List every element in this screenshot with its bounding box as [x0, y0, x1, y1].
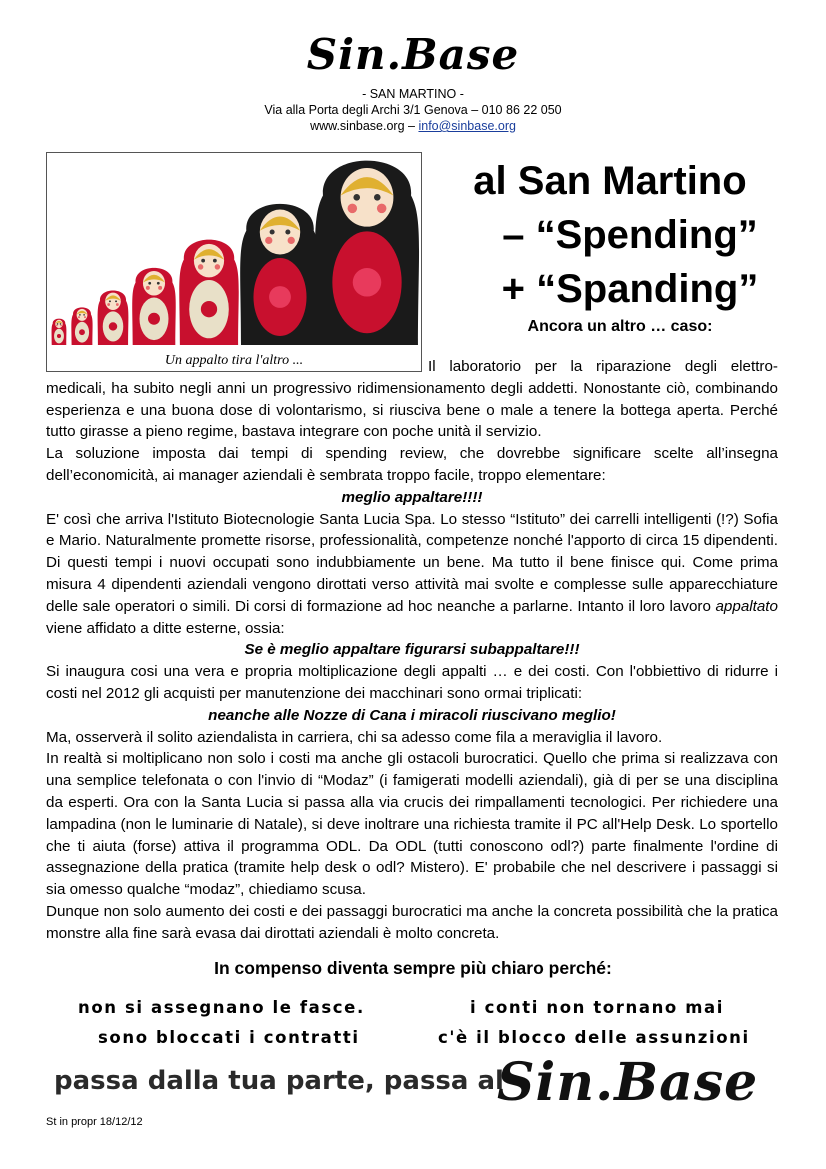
slogan-3: sono bloccati i contratti	[98, 1028, 360, 1047]
matryoshka-doll	[315, 161, 419, 345]
matryoshka-doll	[71, 307, 92, 345]
emphasis-2: Se è meglio appaltare figurarsi subappaltare!!!	[244, 641, 580, 659]
headline-line-1: al San Martino	[473, 159, 747, 203]
paragraph-4: Si inaugura cosi una vera e propria moltiplicazione degli appalti … e dei costi. Con l'obbiettivo di ridurre i costi nel 2012 gli acquisti per manutenzione dei macchinari sono ormai triplicati:	[46, 663, 778, 702]
matryoshka-doll	[98, 290, 129, 345]
matryoshka-doll	[52, 319, 67, 345]
emphasis-3: neanche alle Nozze di Cana i miracoli riuscivano meglio!	[208, 706, 616, 724]
slogan-1: non si assegnano le fasce.	[78, 998, 365, 1017]
matryoshka-doll	[179, 240, 238, 345]
paragraph-5: Ma, osserverà il solito aziendalista in carriera, chi sa adesso come fila a meraviglia il lavoro.	[46, 728, 663, 746]
footer-logo: Sin.Base	[497, 1052, 759, 1113]
slogan-2: i conti non tornano mai	[470, 998, 724, 1017]
paragraph-3-italic: appaltato	[715, 597, 778, 615]
header-logo: Sin.Base	[306, 30, 520, 79]
headline	[430, 154, 790, 316]
paragraph-3-text: E' così che arriva l'Istituto Biotecnologie Santa Lucia Spa. Lo stesso “Istituto” dei carrelli intelligenti (!?) Sofia e Mario. Naturalmente promette risorse, professionalità, competenze nonché l'apporto di circa 15 dipendenti. Di questi tempi i nuovi occupati sono indubbiamente un bene. Ma tutto il bene finisce qui. Come prima misura 4 dipendenti aziendali vengono dirottati verso attività mai svolte e complesse sulle apparecchiature delle sale operatori o simili. Di corsi di formazione ad hoc neanche a parlarne. Intanto il loro lavoro	[46, 510, 778, 615]
headline-line-2: – “Spending”	[502, 213, 758, 257]
paragraph-7: Dunque non solo aumento dei costi e dei passaggi burocratici ma anche la concreta possibilità che la pratica monstre alla fine sarà evasa dai dirottati aziendali è molto concreta.	[46, 902, 778, 942]
header-branch: - SAN MARTINO -	[362, 87, 464, 101]
article-body	[46, 356, 778, 945]
float-spacer	[46, 356, 428, 370]
footer-text: passa dalla tua parte, passa al	[54, 1066, 504, 1096]
email-link[interactable]: info@sinbase.org	[418, 119, 516, 133]
header-address: Via alla Porta degli Archi 3/1 Genova – 010 86 22 050	[264, 103, 562, 117]
subtitle: Ancora un altro … caso:	[527, 318, 713, 335]
paragraph-1	[46, 356, 778, 443]
slogan-4: c'è il blocco delle assunzioni	[438, 1028, 750, 1047]
header-website: www.sinbase.org –	[310, 119, 415, 133]
paragraph-3-end: viene affidato a ditte esterne, ossia:	[46, 619, 285, 637]
paragraph-1-text: Il laboratorio per la riparazione degli elettro-medicali, ha subito negli anni un progressivo ridimensionamento degli addetti. Nonostante ciò, combinando esperienza e una buona dose di volontarismo, si riusciva bene o male a tenere la bottega aperta. Perché tutto girasse a pieno regime, bastava integrare con poche unità il servizio.	[46, 358, 778, 441]
matryoshka-photo	[46, 152, 422, 372]
paragraph-3	[46, 509, 778, 640]
emphasis-1: meglio appaltare!!!!	[341, 488, 483, 506]
matryoshka-dolls-image	[47, 153, 421, 371]
print-stamp: St in propr 18/12/12	[46, 1116, 143, 1128]
paragraph-6: In realtà si moltiplicano non solo i costi ma anche gli ostacoli burocratici. Quello che prima si realizzava con una semplice telefonata o con l'invio di “Modaz” (i famigerati modelli aziendali), già di per se una disciplina da esperti. Ora con la Santa Lucia si passa alla via crucis dei rimpallamenti tecnologici. Per richiedere una lampadina (non le luminarie di Natale), si deve inoltrare una richiesta tramite il PC all'Help Desk. Lo sportello che ti aiuta (forse) attiva il programma ODL. Da ODL (tutti conoscono odl?) parte finalmente l'ordine di assegnazione della pratica (tramite help desk o odl? Mistero). E' probabile che nel descrivere i passaggi si sia omesso qualche “modaz”, chiediamo scusa.	[46, 750, 778, 899]
headline-line-3: + “Spanding”	[501, 267, 759, 311]
conclusion-line: In compenso diventa sempre più chiaro perché:	[214, 958, 612, 978]
paragraph-2: La soluzione imposta dai tempi di spending review, che dovrebbe significare scelte all’insegna dell’economicità, ai manager aziendali è sembrata troppo facile, troppo elementare:	[46, 445, 778, 484]
matryoshka-doll	[132, 268, 176, 345]
photo-caption: Un appalto tira l'altro ...	[164, 353, 304, 368]
header-contacts	[0, 119, 826, 134]
matryoshka-doll	[240, 204, 320, 345]
